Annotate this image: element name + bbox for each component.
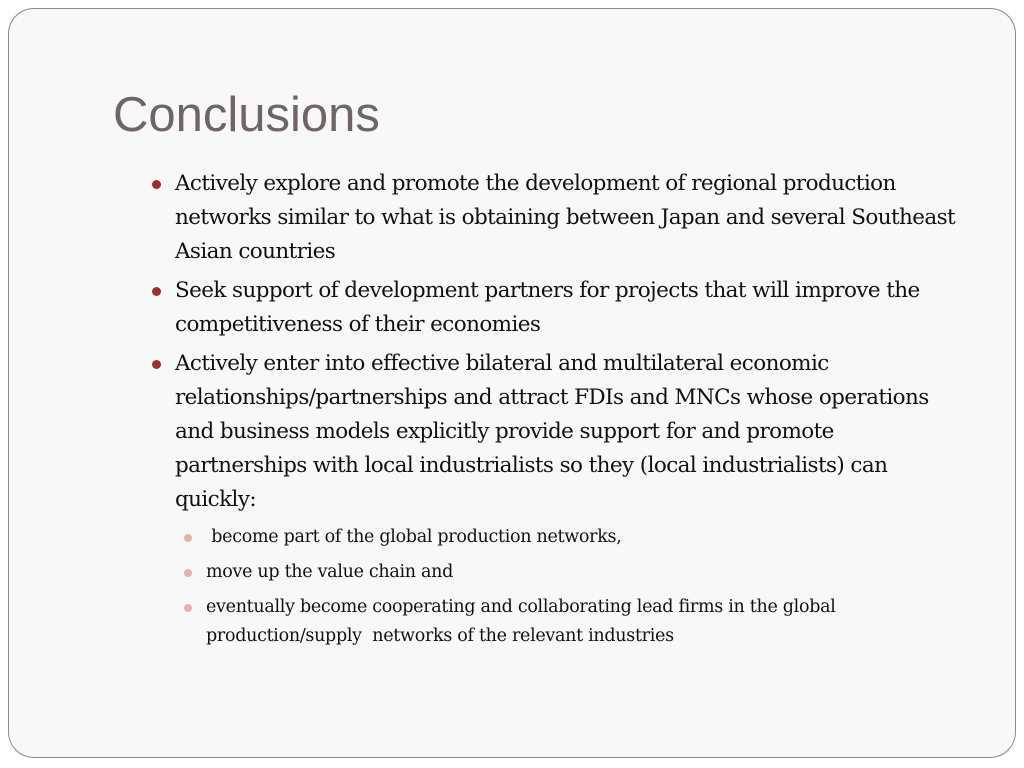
sub-bullet-dot-icon [184, 569, 192, 577]
bullet-dot-icon [152, 180, 161, 189]
sub-bullet-item [175, 593, 959, 651]
sub-bullet-item [175, 558, 959, 587]
bullet-list [149, 167, 962, 651]
slide-title: Conclusions [113, 88, 380, 142]
bullet-item [149, 347, 959, 651]
bullet-item [149, 274, 959, 342]
bullet-dot-icon [152, 360, 161, 369]
bullet-text: Seek support of development partners for projects that will improve the competitiveness of their economies [175, 278, 926, 337]
sub-bullet-text: move up the value chain and [206, 562, 454, 582]
sub-bullet-dot-icon [184, 534, 192, 542]
bullet-text: Actively enter into effective bilateral and multilateral economic relationships/partnerships and attract FDIs and MNCs whose operations and business models explicitly provide support for and promote partnerships with local industrialists so they (local industrialists) can quickly: [175, 351, 935, 512]
slide-content [149, 167, 962, 657]
sub-bullet-dot-icon [184, 604, 192, 612]
sub-bullet-text: become part of the global production networks, [206, 527, 622, 547]
sub-bullet-text: eventually become cooperating and collaborating lead firms in the global production/supply networks of the relevant industries [206, 597, 841, 646]
bullet-item [149, 167, 962, 269]
bullet-dot-icon [152, 287, 161, 296]
slide [8, 8, 1016, 758]
sub-bullet-list [175, 523, 959, 651]
sub-bullet-item [175, 523, 959, 552]
bullet-text: Actively explore and promote the development of regional production networks similar to what is obtaining between Japan and several Southeast Asian countries [175, 171, 962, 264]
